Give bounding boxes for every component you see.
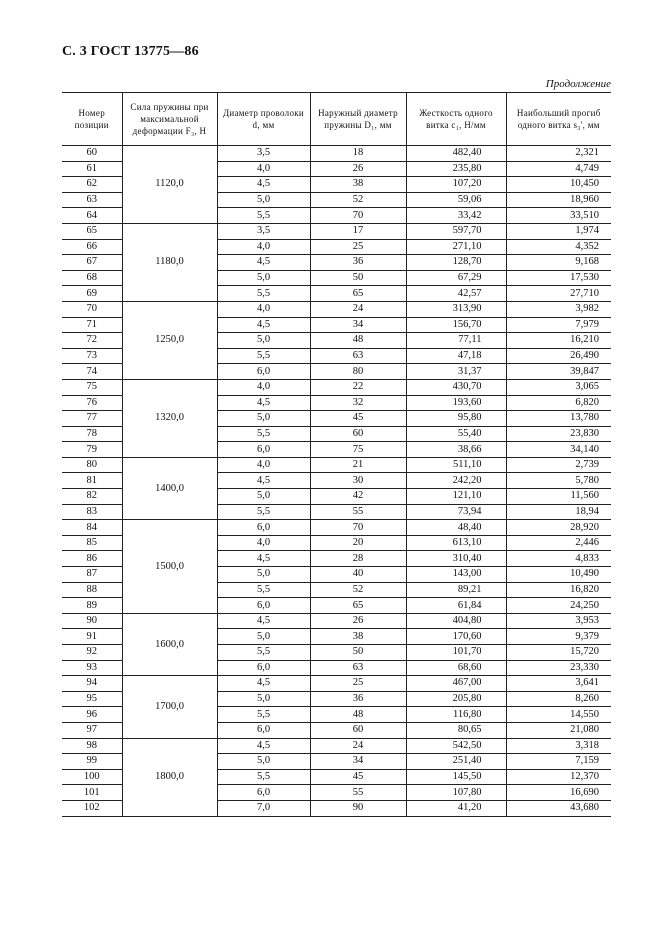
cell-wire-diameter: 5,5 xyxy=(217,645,310,661)
cell-stiffness: 42,57 xyxy=(406,286,506,302)
cell-wire-diameter: 6,0 xyxy=(217,785,310,801)
cell-wire-diameter: 5,5 xyxy=(217,426,310,442)
cell-deflection: 13,780 xyxy=(506,411,611,427)
cell-position: 74 xyxy=(62,364,122,380)
cell-position: 93 xyxy=(62,660,122,676)
cell-wire-diameter: 4,5 xyxy=(217,613,310,629)
cell-outer-diameter: 26 xyxy=(310,161,406,177)
cell-force: 1250,0 xyxy=(122,301,217,379)
cell-position: 84 xyxy=(62,520,122,536)
column-header-position: Номер позиции xyxy=(62,93,122,146)
cell-outer-diameter: 63 xyxy=(310,660,406,676)
cell-wire-diameter: 7,0 xyxy=(217,800,310,816)
cell-outer-diameter: 25 xyxy=(310,676,406,692)
table-body xyxy=(62,146,611,817)
table-row xyxy=(62,613,611,629)
cell-outer-diameter: 20 xyxy=(310,535,406,551)
cell-position: 77 xyxy=(62,411,122,427)
cell-stiffness: 430,70 xyxy=(406,379,506,395)
cell-stiffness: 235,80 xyxy=(406,161,506,177)
cell-wire-diameter: 5,5 xyxy=(217,286,310,302)
cell-wire-diameter: 5,5 xyxy=(217,707,310,723)
cell-deflection: 16,690 xyxy=(506,785,611,801)
cell-wire-diameter: 3,5 xyxy=(217,146,310,162)
cell-wire-diameter: 6,0 xyxy=(217,520,310,536)
cell-stiffness: 511,10 xyxy=(406,457,506,473)
cell-wire-diameter: 5,0 xyxy=(217,270,310,286)
cell-deflection: 23,830 xyxy=(506,426,611,442)
column-header-force: Сила пружины при максимальной деформации F₃, Н xyxy=(122,93,217,146)
cell-position: 86 xyxy=(62,551,122,567)
cell-stiffness: 38,66 xyxy=(406,442,506,458)
cell-stiffness: 156,70 xyxy=(406,317,506,333)
cell-position: 76 xyxy=(62,395,122,411)
cell-position: 91 xyxy=(62,629,122,645)
cell-deflection: 2,446 xyxy=(506,535,611,551)
cell-outer-diameter: 34 xyxy=(310,754,406,770)
cell-position: 81 xyxy=(62,473,122,489)
table-row xyxy=(62,223,611,239)
cell-position: 102 xyxy=(62,800,122,816)
cell-outer-diameter: 25 xyxy=(310,239,406,255)
cell-position: 75 xyxy=(62,379,122,395)
cell-position: 97 xyxy=(62,722,122,738)
cell-wire-diameter: 4,0 xyxy=(217,239,310,255)
cell-wire-diameter: 5,5 xyxy=(217,348,310,364)
cell-outer-diameter: 45 xyxy=(310,769,406,785)
cell-wire-diameter: 4,5 xyxy=(217,395,310,411)
cell-deflection: 3,318 xyxy=(506,738,611,754)
cell-stiffness: 80,65 xyxy=(406,722,506,738)
table-row xyxy=(62,676,611,692)
cell-outer-diameter: 70 xyxy=(310,520,406,536)
cell-deflection: 4,352 xyxy=(506,239,611,255)
cell-deflection: 6,820 xyxy=(506,395,611,411)
cell-outer-diameter: 24 xyxy=(310,738,406,754)
cell-wire-diameter: 4,5 xyxy=(217,676,310,692)
cell-deflection: 4,833 xyxy=(506,551,611,567)
cell-wire-diameter: 4,0 xyxy=(217,161,310,177)
cell-deflection: 28,920 xyxy=(506,520,611,536)
cell-deflection: 23,330 xyxy=(506,660,611,676)
cell-stiffness: 310,40 xyxy=(406,551,506,567)
cell-position: 78 xyxy=(62,426,122,442)
column-header-outer-diameter: Наружный диаметр пружины D₁, мм xyxy=(310,93,406,146)
cell-position: 89 xyxy=(62,598,122,614)
cell-position: 60 xyxy=(62,146,122,162)
cell-stiffness: 542,50 xyxy=(406,738,506,754)
cell-stiffness: 404,80 xyxy=(406,613,506,629)
cell-deflection: 18,94 xyxy=(506,504,611,520)
cell-outer-diameter: 50 xyxy=(310,645,406,661)
cell-deflection: 5,780 xyxy=(506,473,611,489)
cell-deflection: 7,159 xyxy=(506,754,611,770)
cell-deflection: 10,450 xyxy=(506,177,611,193)
cell-position: 90 xyxy=(62,613,122,629)
cell-position: 72 xyxy=(62,333,122,349)
cell-deflection: 3,982 xyxy=(506,301,611,317)
cell-deflection: 16,210 xyxy=(506,333,611,349)
cell-wire-diameter: 5,5 xyxy=(217,208,310,224)
cell-position: 98 xyxy=(62,738,122,754)
cell-stiffness: 242,20 xyxy=(406,473,506,489)
cell-outer-diameter: 18 xyxy=(310,146,406,162)
cell-deflection: 34,140 xyxy=(506,442,611,458)
cell-stiffness: 313,90 xyxy=(406,301,506,317)
cell-stiffness: 128,70 xyxy=(406,255,506,271)
cell-deflection: 9,379 xyxy=(506,629,611,645)
cell-deflection: 7,979 xyxy=(506,317,611,333)
cell-wire-diameter: 4,5 xyxy=(217,317,310,333)
cell-outer-diameter: 55 xyxy=(310,504,406,520)
cell-stiffness: 121,10 xyxy=(406,489,506,505)
cell-position: 100 xyxy=(62,769,122,785)
cell-outer-diameter: 80 xyxy=(310,364,406,380)
cell-outer-diameter: 40 xyxy=(310,567,406,583)
continuation-label: Продолжение xyxy=(545,78,611,90)
cell-force: 1700,0 xyxy=(122,676,217,738)
cell-stiffness: 41,20 xyxy=(406,800,506,816)
cell-wire-diameter: 4,5 xyxy=(217,738,310,754)
cell-position: 73 xyxy=(62,348,122,364)
cell-stiffness: 271,10 xyxy=(406,239,506,255)
table-row xyxy=(62,379,611,395)
cell-stiffness: 101,70 xyxy=(406,645,506,661)
cell-deflection: 27,710 xyxy=(506,286,611,302)
cell-deflection: 15,720 xyxy=(506,645,611,661)
cell-deflection: 18,960 xyxy=(506,192,611,208)
column-header-stiffness: Жесткость одного витка c₁, Н/мм xyxy=(406,93,506,146)
cell-wire-diameter: 5,0 xyxy=(217,691,310,707)
cell-stiffness: 61,84 xyxy=(406,598,506,614)
cell-deflection: 17,530 xyxy=(506,270,611,286)
cell-position: 88 xyxy=(62,582,122,598)
cell-force: 1120,0 xyxy=(122,146,217,224)
cell-wire-diameter: 5,0 xyxy=(217,629,310,645)
cell-outer-diameter: 48 xyxy=(310,707,406,723)
cell-wire-diameter: 5,0 xyxy=(217,333,310,349)
cell-wire-diameter: 4,5 xyxy=(217,473,310,489)
cell-stiffness: 73,94 xyxy=(406,504,506,520)
page-header: С. 3 ГОСТ 13775—86 xyxy=(62,44,199,59)
cell-deflection: 43,680 xyxy=(506,800,611,816)
cell-outer-diameter: 38 xyxy=(310,177,406,193)
cell-deflection: 11,560 xyxy=(506,489,611,505)
cell-wire-diameter: 5,0 xyxy=(217,411,310,427)
cell-stiffness: 89,21 xyxy=(406,582,506,598)
cell-stiffness: 95,80 xyxy=(406,411,506,427)
table-row xyxy=(62,146,611,162)
cell-position: 80 xyxy=(62,457,122,473)
cell-outer-diameter: 22 xyxy=(310,379,406,395)
cell-deflection: 33,510 xyxy=(506,208,611,224)
cell-deflection: 26,490 xyxy=(506,348,611,364)
column-header-wire-diameter: Диаметр проволоки d, мм xyxy=(217,93,310,146)
cell-position: 99 xyxy=(62,754,122,770)
cell-stiffness: 170,60 xyxy=(406,629,506,645)
cell-outer-diameter: 60 xyxy=(310,722,406,738)
cell-stiffness: 482,40 xyxy=(406,146,506,162)
cell-stiffness: 597,70 xyxy=(406,223,506,239)
cell-position: 95 xyxy=(62,691,122,707)
cell-outer-diameter: 65 xyxy=(310,598,406,614)
cell-wire-diameter: 6,0 xyxy=(217,442,310,458)
cell-wire-diameter: 5,5 xyxy=(217,582,310,598)
table-row xyxy=(62,520,611,536)
cell-position: 92 xyxy=(62,645,122,661)
cell-outer-diameter: 70 xyxy=(310,208,406,224)
cell-force: 1180,0 xyxy=(122,223,217,301)
cell-position: 61 xyxy=(62,161,122,177)
cell-deflection: 24,250 xyxy=(506,598,611,614)
cell-deflection: 14,550 xyxy=(506,707,611,723)
cell-wire-diameter: 5,0 xyxy=(217,754,310,770)
cell-wire-diameter: 4,0 xyxy=(217,535,310,551)
cell-deflection: 2,321 xyxy=(506,146,611,162)
cell-stiffness: 205,80 xyxy=(406,691,506,707)
cell-outer-diameter: 60 xyxy=(310,426,406,442)
cell-position: 69 xyxy=(62,286,122,302)
table-row xyxy=(62,301,611,317)
cell-outer-diameter: 63 xyxy=(310,348,406,364)
cell-stiffness: 107,80 xyxy=(406,785,506,801)
cell-stiffness: 55,40 xyxy=(406,426,506,442)
cell-position: 67 xyxy=(62,255,122,271)
cell-outer-diameter: 30 xyxy=(310,473,406,489)
cell-outer-diameter: 34 xyxy=(310,317,406,333)
cell-outer-diameter: 24 xyxy=(310,301,406,317)
spring-spec-table xyxy=(62,92,611,817)
cell-outer-diameter: 26 xyxy=(310,613,406,629)
cell-outer-diameter: 55 xyxy=(310,785,406,801)
cell-deflection: 21,080 xyxy=(506,722,611,738)
cell-outer-diameter: 52 xyxy=(310,582,406,598)
cell-stiffness: 67,29 xyxy=(406,270,506,286)
cell-deflection: 1,974 xyxy=(506,223,611,239)
cell-position: 71 xyxy=(62,317,122,333)
cell-wire-diameter: 5,5 xyxy=(217,769,310,785)
cell-deflection: 2,739 xyxy=(506,457,611,473)
cell-wire-diameter: 5,0 xyxy=(217,192,310,208)
cell-position: 70 xyxy=(62,301,122,317)
cell-outer-diameter: 36 xyxy=(310,255,406,271)
cell-outer-diameter: 45 xyxy=(310,411,406,427)
cell-wire-diameter: 4,0 xyxy=(217,457,310,473)
table-row xyxy=(62,457,611,473)
cell-outer-diameter: 21 xyxy=(310,457,406,473)
cell-deflection: 3,065 xyxy=(506,379,611,395)
cell-outer-diameter: 32 xyxy=(310,395,406,411)
cell-wire-diameter: 5,5 xyxy=(217,504,310,520)
cell-outer-diameter: 38 xyxy=(310,629,406,645)
cell-force: 1400,0 xyxy=(122,457,217,519)
table-row xyxy=(62,738,611,754)
cell-stiffness: 107,20 xyxy=(406,177,506,193)
cell-wire-diameter: 6,0 xyxy=(217,598,310,614)
cell-position: 63 xyxy=(62,192,122,208)
cell-force: 1600,0 xyxy=(122,613,217,675)
cell-stiffness: 33,42 xyxy=(406,208,506,224)
cell-wire-diameter: 5,0 xyxy=(217,489,310,505)
cell-wire-diameter: 5,0 xyxy=(217,567,310,583)
cell-stiffness: 193,60 xyxy=(406,395,506,411)
cell-wire-diameter: 6,0 xyxy=(217,722,310,738)
cell-wire-diameter: 6,0 xyxy=(217,364,310,380)
cell-stiffness: 145,50 xyxy=(406,769,506,785)
cell-position: 64 xyxy=(62,208,122,224)
cell-position: 85 xyxy=(62,535,122,551)
cell-outer-diameter: 65 xyxy=(310,286,406,302)
cell-deflection: 3,953 xyxy=(506,613,611,629)
cell-force: 1320,0 xyxy=(122,379,217,457)
cell-outer-diameter: 90 xyxy=(310,800,406,816)
cell-outer-diameter: 36 xyxy=(310,691,406,707)
cell-force: 1800,0 xyxy=(122,738,217,816)
cell-stiffness: 48,40 xyxy=(406,520,506,536)
cell-stiffness: 143,00 xyxy=(406,567,506,583)
cell-force: 1500,0 xyxy=(122,520,217,614)
cell-position: 83 xyxy=(62,504,122,520)
cell-stiffness: 77,11 xyxy=(406,333,506,349)
cell-outer-diameter: 17 xyxy=(310,223,406,239)
cell-wire-diameter: 4,0 xyxy=(217,379,310,395)
cell-deflection: 9,168 xyxy=(506,255,611,271)
cell-wire-diameter: 4,5 xyxy=(217,551,310,567)
cell-stiffness: 47,18 xyxy=(406,348,506,364)
cell-outer-diameter: 52 xyxy=(310,192,406,208)
cell-deflection: 10,490 xyxy=(506,567,611,583)
cell-stiffness: 613,10 xyxy=(406,535,506,551)
cell-outer-diameter: 75 xyxy=(310,442,406,458)
cell-outer-diameter: 48 xyxy=(310,333,406,349)
cell-position: 82 xyxy=(62,489,122,505)
cell-deflection: 39,847 xyxy=(506,364,611,380)
cell-position: 79 xyxy=(62,442,122,458)
cell-stiffness: 68,60 xyxy=(406,660,506,676)
cell-wire-diameter: 4,0 xyxy=(217,301,310,317)
cell-stiffness: 116,80 xyxy=(406,707,506,723)
table-header-row xyxy=(62,93,611,146)
cell-wire-diameter: 4,5 xyxy=(217,255,310,271)
cell-stiffness: 251,40 xyxy=(406,754,506,770)
cell-deflection: 16,820 xyxy=(506,582,611,598)
cell-wire-diameter: 4,5 xyxy=(217,177,310,193)
cell-outer-diameter: 28 xyxy=(310,551,406,567)
cell-deflection: 12,370 xyxy=(506,769,611,785)
cell-outer-diameter: 42 xyxy=(310,489,406,505)
cell-stiffness: 31,37 xyxy=(406,364,506,380)
cell-position: 96 xyxy=(62,707,122,723)
cell-stiffness: 467,00 xyxy=(406,676,506,692)
cell-deflection: 8,260 xyxy=(506,691,611,707)
cell-wire-diameter: 3,5 xyxy=(217,223,310,239)
cell-position: 94 xyxy=(62,676,122,692)
column-header-deflection: Наибольший прогиб одного витка s₃', мм xyxy=(506,93,611,146)
cell-position: 66 xyxy=(62,239,122,255)
cell-position: 62 xyxy=(62,177,122,193)
cell-outer-diameter: 50 xyxy=(310,270,406,286)
cell-position: 101 xyxy=(62,785,122,801)
cell-stiffness: 59,06 xyxy=(406,192,506,208)
cell-position: 65 xyxy=(62,223,122,239)
cell-deflection: 3,641 xyxy=(506,676,611,692)
cell-position: 68 xyxy=(62,270,122,286)
cell-position: 87 xyxy=(62,567,122,583)
cell-deflection: 4,749 xyxy=(506,161,611,177)
cell-wire-diameter: 6,0 xyxy=(217,660,310,676)
